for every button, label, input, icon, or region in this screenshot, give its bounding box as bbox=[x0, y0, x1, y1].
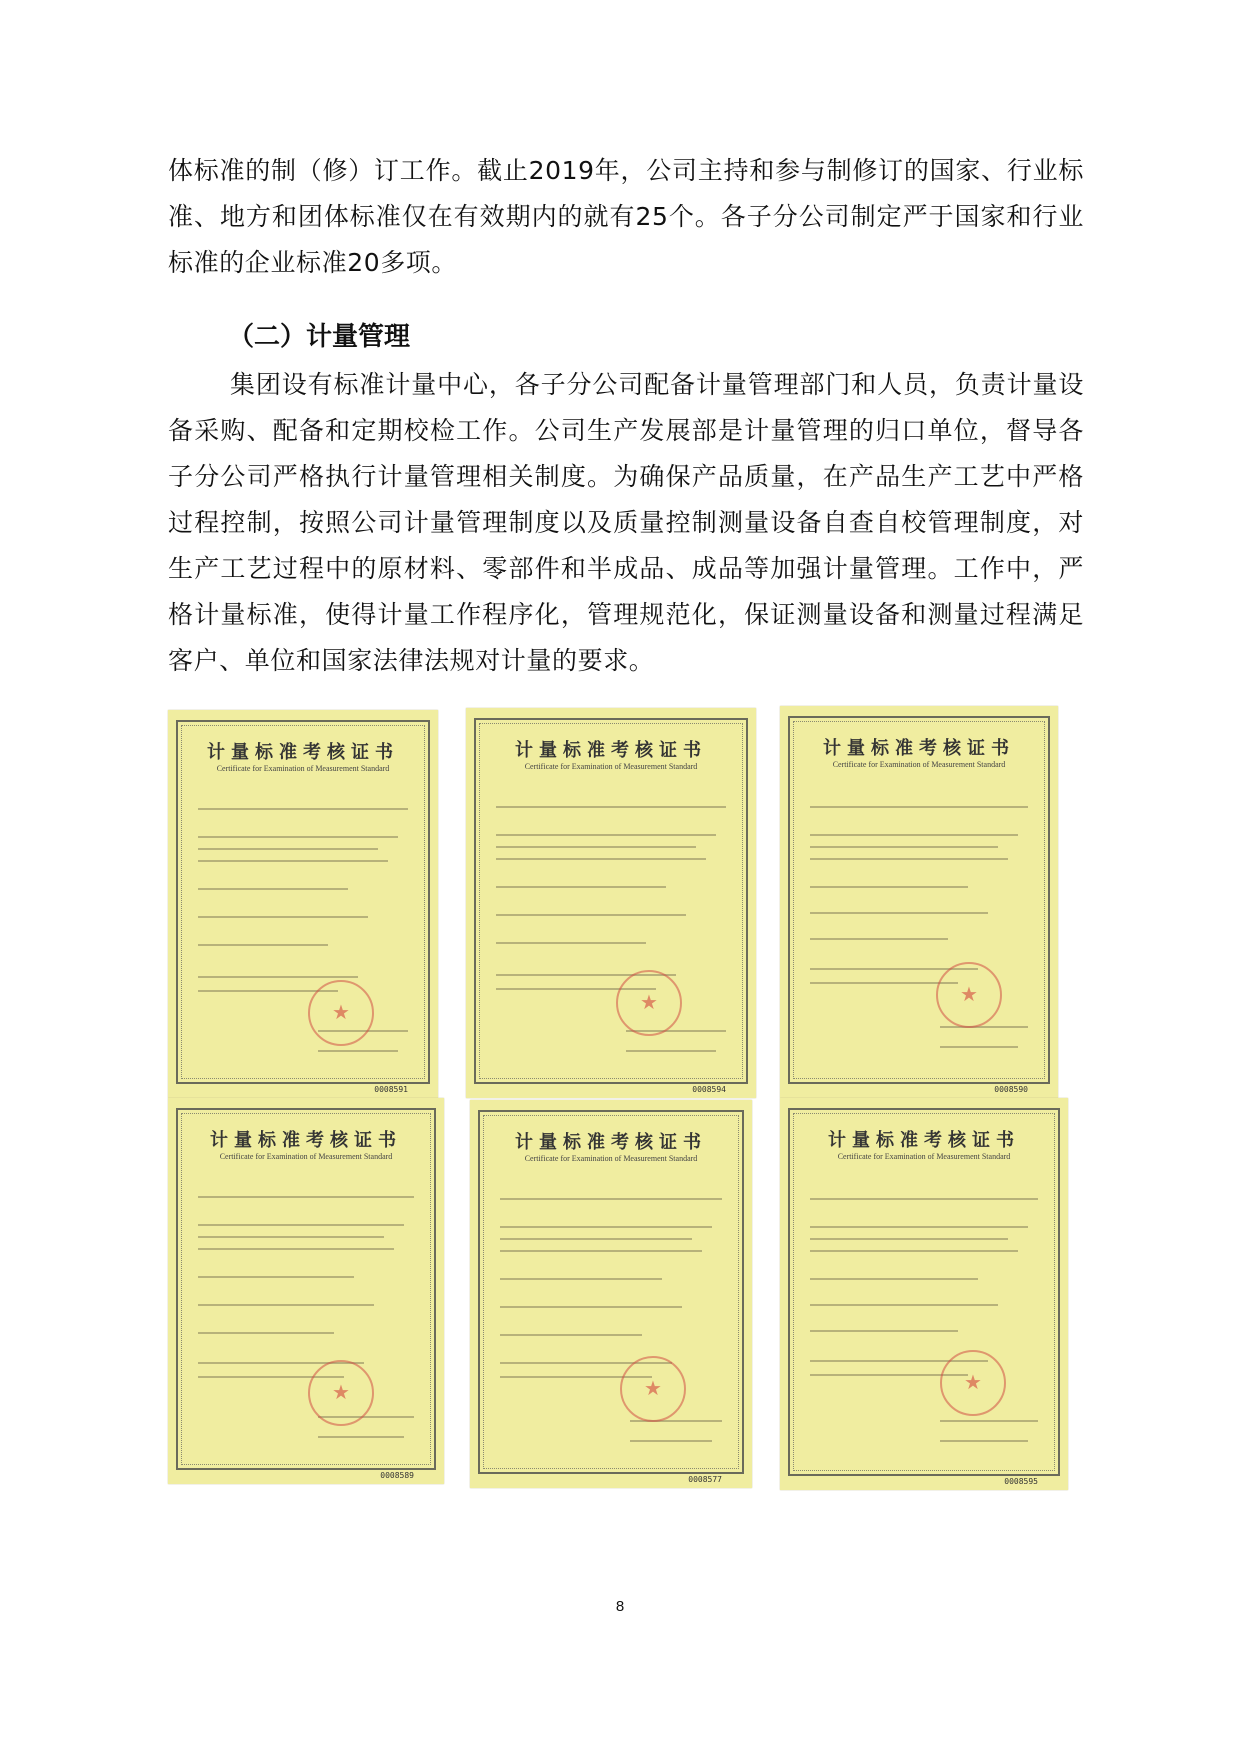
seal-stamp: ★ bbox=[308, 980, 374, 1046]
certificate-title: 计量标准考核证书 bbox=[515, 1132, 707, 1153]
certificate-title: 计量标准考核证书 bbox=[828, 1130, 1020, 1151]
certificate-subtitle: Certificate for Examination of Measurement Standard bbox=[524, 1154, 698, 1163]
certificate-image bbox=[780, 706, 1058, 1098]
body-paragraph-measurement: 集团设有标准计量中心，各子分公司配备计量管理部门和人员，负责计量设备采购、配备和定期校检工作。公司生产发展部是计量管理的归口单位，督导各子分公司严格执行计量管理相关制度。为确保产品质量，在产品生产工艺中严格过程控制，按照公司计量管理制度以及质量控制测量设备自查自校管理制度，对生产工艺过程中的原材料、零部件和半成品、成品等加强计量管理。工作中，严格计量标准，使得计量工作程序化，管理规范化，保证测量设备和测量过程满足客户、单位和国家法律法规对计量的要求。 bbox=[168, 370, 1084, 675]
certificate-serial: 0008594 bbox=[692, 1085, 726, 1094]
seal-stamp: ★ bbox=[940, 1350, 1006, 1416]
certificate-title: 计量标准考核证书 bbox=[823, 738, 1015, 759]
certificate-serial: 0008589 bbox=[380, 1471, 414, 1480]
certificate-title: 计量标准考核证书 bbox=[210, 1130, 402, 1151]
certificate-title: 计量标准考核证书 bbox=[207, 742, 399, 763]
certificate-subtitle: Certificate for Examination of Measurement Standard bbox=[219, 1152, 393, 1161]
certificate-image bbox=[470, 1100, 752, 1488]
section-heading-measurement: （二）计量管理 bbox=[228, 322, 411, 352]
seal-stamp: ★ bbox=[620, 1356, 686, 1422]
certificate-serial: 0008595 bbox=[1004, 1477, 1038, 1486]
certificate-serial: 0008577 bbox=[688, 1475, 722, 1484]
seal-stamp: ★ bbox=[308, 1360, 374, 1426]
certificate-serial: 0008590 bbox=[994, 1085, 1028, 1094]
certificate-subtitle: Certificate for Examination of Measurement Standard bbox=[837, 1152, 1011, 1161]
certificate-subtitle: Certificate for Examination of Measurement Standard bbox=[216, 764, 390, 773]
page-number: 8 bbox=[615, 1598, 625, 1615]
seal-stamp: ★ bbox=[616, 970, 682, 1036]
certificate-image bbox=[168, 1098, 444, 1484]
certificate-subtitle: Certificate for Examination of Measurement Standard bbox=[832, 760, 1006, 769]
certificate-subtitle: Certificate for Examination of Measurement Standard bbox=[524, 762, 698, 771]
certificate-serial: 0008591 bbox=[374, 1085, 408, 1094]
certificate-image bbox=[168, 710, 438, 1098]
certificate-title: 计量标准考核证书 bbox=[515, 740, 707, 761]
body-paragraph-standards: 体标准的制（修）订工作。截止2019年，公司主持和参与制修订的国家、行业标准、地方和团体标准仅在有效期内的就有25个。各子分公司制定严于国家和行业标准的企业标准20多项。 bbox=[168, 156, 1084, 277]
certificate-image bbox=[780, 1098, 1068, 1490]
certificate-image bbox=[466, 708, 756, 1098]
seal-stamp: ★ bbox=[936, 962, 1002, 1028]
